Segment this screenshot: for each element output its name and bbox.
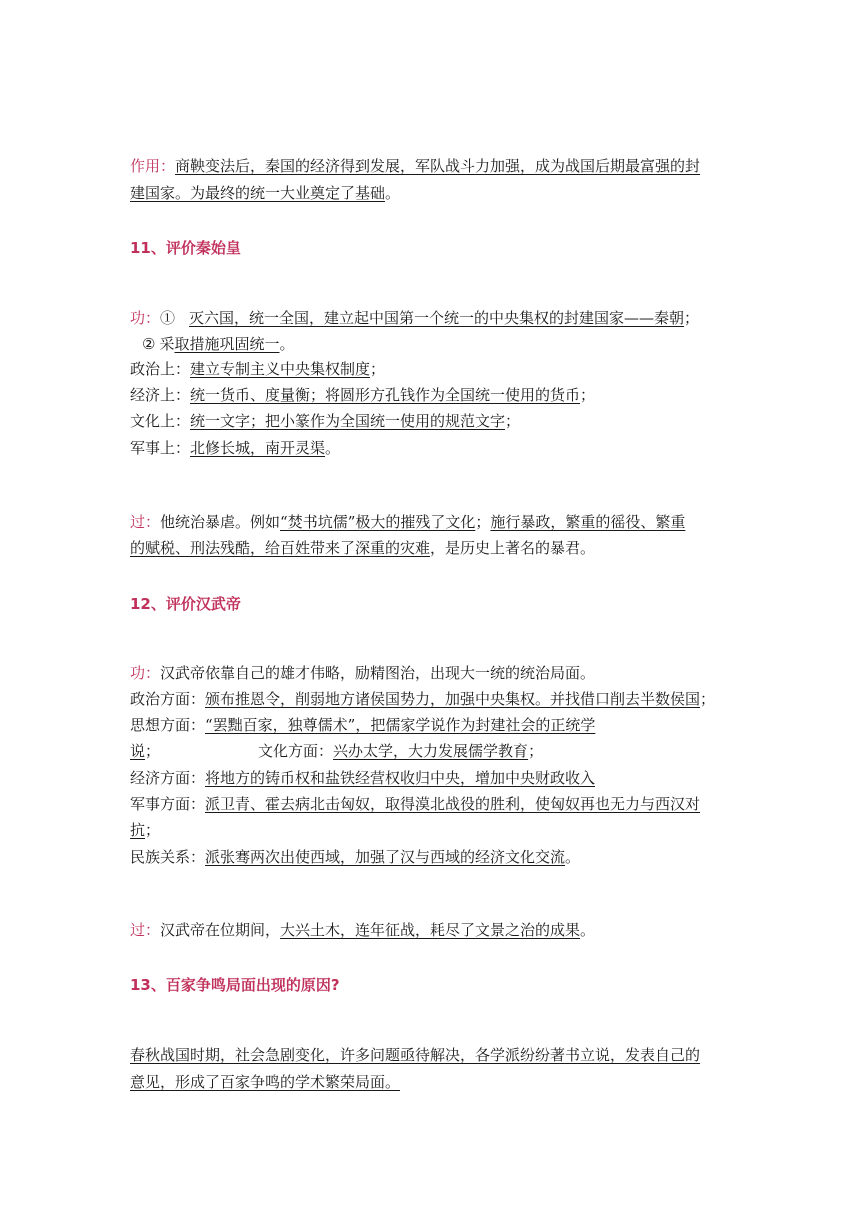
han-politics-line — [130, 687, 732, 711]
effect-line-1 — [130, 154, 732, 178]
han-fault-punct: 。 — [580, 921, 596, 939]
han-military-2: 抗 — [130, 821, 146, 839]
qin-politics-punct: ； — [370, 360, 386, 378]
han-fault-b: 大兴土木，连年征战，耗尽了文景之治的成果 — [280, 921, 581, 939]
han-politics: 颁布推恩令，削弱地方诸侯国势力，加强中央集权。并找借口削去半数侯国 — [205, 690, 701, 708]
reason-2: 意见，形成了百家争鸣的学术繁荣局面。 — [130, 1073, 401, 1091]
qin-merit-2: 取措施巩固统一 — [174, 335, 280, 353]
qin-culture-line — [130, 409, 732, 433]
qin-culture: 统一文字；把小篆作为全国统一使用的规范文字 — [190, 412, 506, 430]
han-military-2-punct: ； — [145, 821, 161, 839]
qin-economy: 统一货币、度量衡；将圆形方孔钱作为全国统一使用的货币 — [190, 386, 581, 404]
han-thought-line-1 — [130, 713, 732, 737]
reason-1: 春秋战国时期，社会急剧变化，许多问题亟待解决，各学派纷纷著书立说，发表自己的 — [130, 1046, 701, 1064]
han-politics-label: 政治方面： — [130, 690, 206, 708]
qin-merit-2-punct: 。 — [279, 335, 295, 353]
qin-military: 北修长城，南开灵渠 — [190, 439, 326, 457]
qin-fault-1-punct: ； — [475, 513, 491, 531]
han-fault-line — [130, 918, 732, 942]
han-thought-2: 说 — [130, 742, 146, 760]
qin-fault-1a: 他统治暴虐。例如 — [160, 513, 281, 531]
han-economy-line — [130, 766, 732, 790]
reason-line-2 — [130, 1070, 732, 1094]
heading-13: 13、百家争鸣局面出现的原因? — [130, 976, 340, 994]
han-ethnic-line — [130, 845, 732, 869]
han-thought-1: “罢黜百家，独尊儒术”，把儒家学说作为封建社会的正统学 — [205, 716, 596, 734]
qin-merit-2-pre: 采 — [159, 335, 175, 353]
qin-fault-1b: “焚书坑儒”极大的摧残了文化 — [280, 513, 476, 531]
han-fault-a: 汉武帝在位期间， — [160, 921, 281, 939]
effect-text-1: 商鞅变法后，秦国的经济得到发展，军队战斗力加强，成为战国后期最富强的封 — [175, 157, 701, 175]
han-merit-line — [130, 661, 732, 685]
han-economy: 将地方的铸币权和盐铁经营权收归中央，增加中央财政收入 — [205, 769, 596, 787]
effect-period: 。 — [385, 184, 401, 202]
qin-economy-label: 经济上： — [130, 386, 191, 404]
han-economy-label: 经济方面： — [130, 769, 206, 787]
heading-12: 12、评价汉武帝 — [130, 595, 241, 613]
qin-merit-line-2 — [130, 332, 732, 356]
qin-economy-punct: ； — [580, 386, 596, 404]
qin-merit-num-1: ① — [160, 309, 176, 327]
heading-11: 11、评价秦始皇 — [130, 239, 241, 257]
han-military-1: 派卫青、霍去病北击匈奴，取得漠北战役的胜利，使匈奴再也无力与西汉对 — [205, 795, 701, 813]
han-thought-label: 思想方面： — [130, 716, 206, 734]
qin-fault-1c: 施行暴政，繁重的徭役、繁重 — [490, 513, 686, 531]
qin-culture-punct: ； — [505, 412, 521, 430]
han-military-line-1 — [130, 792, 732, 816]
qin-fault-line-2 — [130, 536, 732, 560]
han-military-line-2 — [130, 818, 732, 842]
qin-merit-line-1 — [130, 306, 732, 330]
qin-economy-line — [130, 383, 732, 407]
han-ethnic: 派张骞两次出使西域，加强了汉与西域的经济文化交流 — [205, 848, 566, 866]
qin-politics-label: 政治上： — [130, 360, 191, 378]
qin-politics-line — [130, 357, 732, 381]
han-merit-label: 功： — [130, 664, 161, 682]
qin-culture-label: 文化上： — [130, 412, 191, 430]
han-politics-punct: ； — [700, 690, 716, 708]
reason-line-1 — [130, 1043, 732, 1067]
qin-fault-line-1 — [130, 510, 732, 534]
qin-military-line — [130, 436, 732, 460]
qin-merit-num-2: ② — [142, 335, 156, 353]
qin-fault-label: 过： — [130, 513, 161, 531]
han-military-label: 军事方面： — [130, 795, 206, 813]
han-thought-2-punct: ； — [145, 742, 161, 760]
han-merit: 汉武帝依靠自己的雄才伟略，励精图治，出现大一统的统治局面。 — [160, 664, 596, 682]
qin-merit-1: 灭六国，统一全国，建立起中国第一个统一的中央集权的封建国家——秦朝 — [189, 309, 685, 327]
han-fault-label: 过： — [130, 921, 161, 939]
han-thought-line-2 — [130, 739, 732, 763]
effect-text-2: 建国家。为最终的统一大业奠定了基础 — [130, 184, 386, 202]
qin-fault-2a: 的赋税、刑法残酷，给百姓带来了深重的灾难 — [130, 539, 431, 557]
qin-politics: 建立专制主义中央集权制度 — [190, 360, 371, 378]
qin-military-label: 军事上： — [130, 439, 191, 457]
effect-line-2 — [130, 181, 732, 205]
qin-merit-label: 功： — [130, 309, 161, 327]
han-culture-punct: ； — [528, 742, 544, 760]
han-culture: 兴办太学，大力发展儒学教育 — [333, 742, 529, 760]
han-ethnic-punct: 。 — [565, 848, 581, 866]
qin-military-punct: 。 — [325, 439, 341, 457]
han-ethnic-label: 民族关系： — [130, 848, 206, 866]
effect-label: 作用： — [130, 157, 176, 175]
qin-fault-2b: ，是历史上著名的暴君。 — [430, 539, 596, 557]
han-culture-label: 文化方面： — [258, 742, 334, 760]
qin-merit-1-punct: ； — [684, 309, 700, 327]
